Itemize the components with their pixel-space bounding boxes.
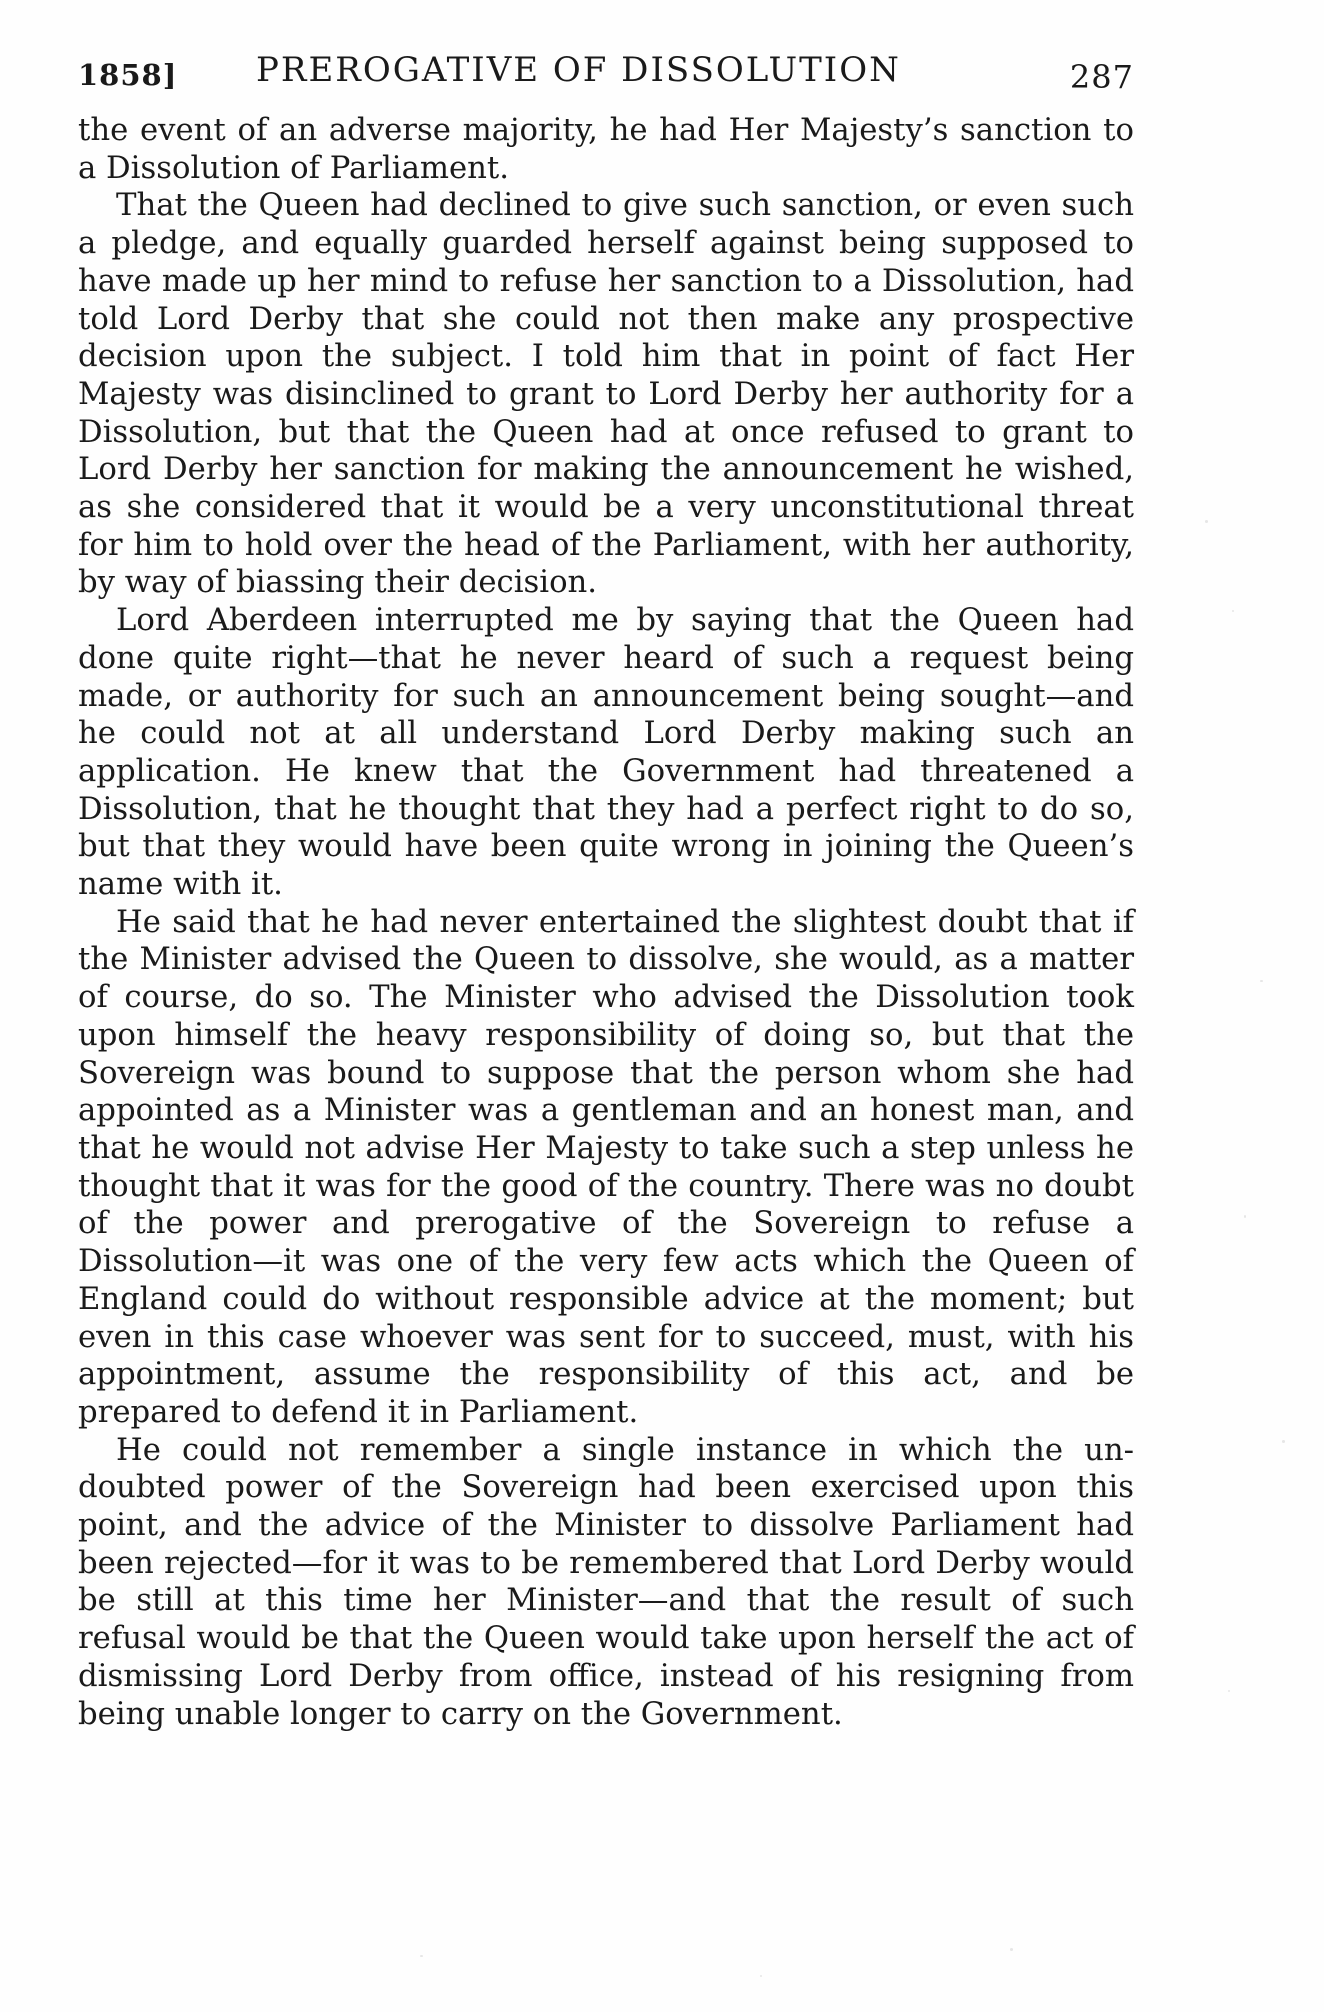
scan-speckle: [1232, 610, 1234, 612]
scan-speckle: [420, 1955, 423, 1957]
running-head: [78, 50, 1134, 94]
scan-speckle: [1260, 980, 1263, 982]
paragraph: He could not remember a single instance in which the undoubted power of the Sovereign had been exercised upon this point, and the advice of the Minister to dissolve Parliament had been rejected—for it was to be remembered that Lord Derby would be still at this time her Minister—and that the result of such refusal would be that the Queen would take upon herself the act of dismissing Lord Derby from office, instead of his resigning from being unable longer to carry on the Government.: [78, 1432, 1134, 1732]
page-number: 287: [1069, 58, 1134, 96]
scan-speckle: [1010, 1948, 1013, 1951]
paragraph: He said that he had never entertained the slightest doubt that if the Minister advised the Queen to dissolve, she would, as a matter of course, do so. The Minister who advised the Dissolution took upon himself the heavy responsibility of doing so, but that the Sovereign was bound to suppose that the person whom she had appointed as a Minister was a gentleman and an honest man, and that he would not advise Her Majesty to take such a step unless he thought that it was for the good of the country. There was no doubt of the power and prerogative of the Sovereign to refuse a Dissolution—it was one of the very few acts which the Queen of England could do without responsible advice at the moment; but even in this case whoever was sent for to succeed, must, with his appointment, assume the responsibility of this act, and be prepared to defend it in Parliament.: [78, 904, 1134, 1430]
scan-speckle: [1244, 1215, 1246, 1218]
body-text: [78, 112, 1134, 1733]
running-head-title: PREROGATIVE OF DISSOLUTION: [256, 50, 901, 90]
scan-speckle: [1282, 1440, 1285, 1443]
paragraph-continued: the event of an adverse majority, he had Her Majesty’s sanction to a Dissolution of Parliament.: [78, 113, 1134, 186]
paragraph: Lord Aberdeen interrupted me by saying that the Queen had done quite right—that he never heard of such a request being made, or authority for such an announcement being sought—and he could not at all understand Lord Derby making such an application. He knew that the Government had threatened a Dissolution, that he thought that they had a perfect right to do so, but that they would have been quite wrong in joining the Queen’s name with it.: [78, 603, 1134, 903]
paragraph: That the Queen had declined to give such sanction, or even such a pledge, and equally guarded herself against being supposed to have made up her mind to refuse her sanction to a Dissolution, had told Lord Derby that she could not then make any prospective decision upon the subject. I told him that in point of fact Her Majesty was disinclined to grant to Lord Derby her authority for a Dissolution, but that the Queen had at once refused to grant to Lord Derby her sanction for making the announcement he wished, as she considered that it would be a very unconstitutional threat for him to hold over the head of the Parliament, with her authority, by way of biassing their decision.: [78, 188, 1134, 601]
scan-speckle: [760, 1975, 762, 1977]
scan-speckle: [1205, 520, 1208, 523]
scan-speckle: [1228, 1690, 1230, 1692]
running-head-year: 1858]: [78, 58, 178, 92]
